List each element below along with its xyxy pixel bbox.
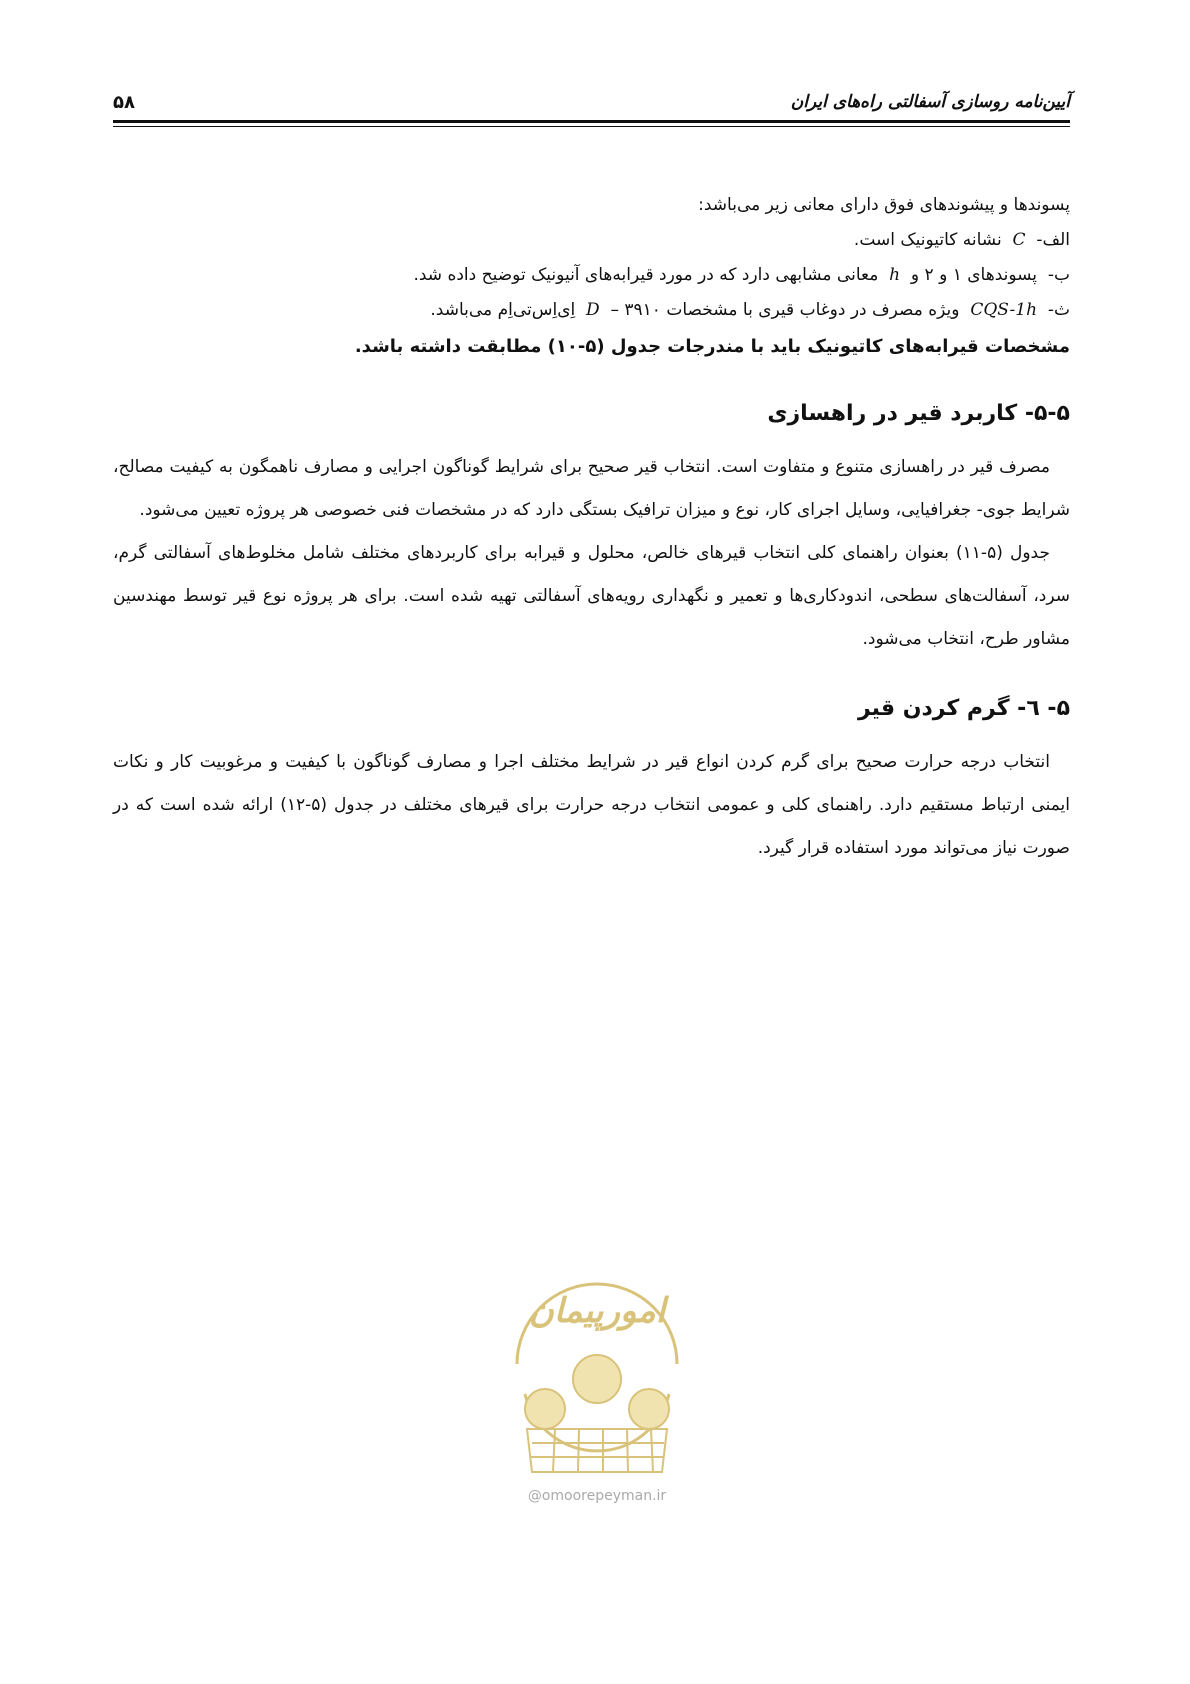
list-item-a [113, 223, 1070, 258]
section-5-5-paragraph-1: مصرف قیر در راهسازی متنوع و متفاوت است. انتخاب قیر صحیح برای شرایط گوناگون اجرایی و مصارف ناهمگون به کیفیت مصالح، شرایط جوی- جغرافیایی، وسایل اجرای کار، نوع و میزان ترافیک بستگی دارد که در مشخصات فنی خصوصی هر پروژه تعیین می‌شود. [113, 457, 1070, 520]
item-b-text-1: پسوندهای ۱ و ۲ و [910, 265, 1038, 285]
list-item-b [113, 258, 1070, 293]
page-number: ۵۸ [113, 92, 135, 113]
item-c-text-1: ویژه مصرف در دوغاب قیری با مشخصات ۳۹۱۰ – [610, 300, 960, 320]
item-b-symbol: h [889, 265, 901, 285]
section-heading-5-6: ۵- ٦- گرم کردن قیر [857, 696, 1070, 721]
watermark-logo [497, 1244, 697, 1480]
running-title: آیین‌نامه روسازی آسفالتی راه‌های ایران [790, 92, 1070, 112]
section-5-6-paragraph-1: انتخاب درجه حرارت صحیح برای گرم کردن انواع قیر در شرایط مختلف اجرا و مصارف گوناگون با کیفیت و مرغوبیت کار و نکات ایمنی ارتباط مستقیم دارد. راهنمای کلی و عمومی انتخاب درجه حرارت برای قیرهای مختلف در جدول (۵-۱۲) ارائه شده است که در صورت نیاز می‌تواند مورد استفاده قرار گیرد. [113, 752, 1071, 858]
list-item-c [113, 293, 1070, 328]
item-b-prefix: ب- [1047, 265, 1070, 285]
page-body [113, 188, 1070, 870]
item-c-symbol: CQS-1h [970, 300, 1038, 320]
item-a-text: نشانه کاتیونیک است. [853, 230, 1002, 250]
watermark-site: @omoorepeyman.ir [527, 1488, 667, 1504]
spec-note: مشخصات قیرابه‌های کاتیونیک باید با مندرجات جدول (۵-۱۰) مطابقت داشته باشد. [354, 336, 1070, 357]
item-c-text-2: اِی‌اِس‌تی‌اِم می‌باشد. [430, 300, 576, 320]
item-a-symbol: C [1012, 230, 1026, 250]
item-b-text-2: معانی مشابهی دارد که در مورد قیرابه‌های آنیونیک توضیح داده شد. [413, 265, 879, 285]
item-a-prefix: الف- [1036, 230, 1070, 250]
logo-lettering: امورپیمان [528, 1291, 666, 1331]
header-rule-thin [113, 126, 1070, 127]
item-c-symbol-2: D [586, 300, 600, 320]
item-c-prefix: ث- [1047, 300, 1070, 320]
intro-line: پسوندها و پیشوندهای فوق دارای معانی زیر می‌باشد: [698, 195, 1070, 215]
header-rule-thick [113, 120, 1070, 123]
section-heading-5-5: ۵-۵- کاربرد قیر در راهسازی [767, 401, 1070, 426]
section-5-5-paragraph-2: جدول (۵-۱۱) بعنوان راهنمای کلی انتخاب قیرهای خالص، محلول و قیرابه برای کاربردهای مختلف شامل مخلوط‌های آسفالتی گرم، سرد، آسفالت‌های سطحی، اندودکاری‌ها و تعمیر و نگهداری رویه‌های آسفالتی تهیه شده است. برای هر پروژه نوع قیر توسط مهندسین مشاور طرح، انتخاب می‌شود. [113, 543, 1070, 649]
